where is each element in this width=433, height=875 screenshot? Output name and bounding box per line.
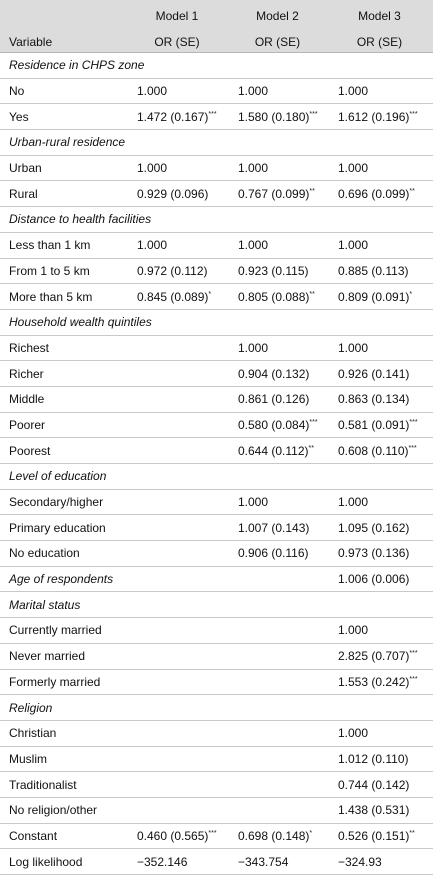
- cell-model-1: [128, 361, 229, 387]
- significance-stars: *: [208, 290, 212, 298]
- section-row: [0, 130, 433, 156]
- cell-model-1: [128, 335, 229, 361]
- section-label: Household wealth quintiles: [0, 309, 433, 335]
- cell-model-3: [329, 181, 433, 207]
- cell-model-2: [229, 181, 329, 207]
- header-model-1: Model 1: [128, 0, 229, 23]
- header-variable: Variable: [0, 23, 128, 53]
- row-label: Muslim: [0, 746, 128, 772]
- cell-model-3: [329, 643, 433, 669]
- section-row: [0, 309, 433, 335]
- cell-value: 1.012 (0.110): [338, 751, 409, 766]
- table-row: [0, 335, 433, 361]
- section-label: Distance to health facilities: [0, 207, 433, 233]
- row-label: More than 5 km: [0, 284, 128, 310]
- table-row: [0, 669, 433, 695]
- cell-model-3: [329, 104, 433, 130]
- cell-value: 0.698 (0.148): [238, 828, 310, 843]
- table-row: [0, 489, 433, 515]
- cell-model-2: [229, 618, 329, 644]
- table-row: [0, 618, 433, 644]
- section-row: [0, 464, 433, 490]
- cell-model-3: [329, 412, 433, 438]
- cell-value: 0.580 (0.084): [238, 417, 310, 432]
- cell-model-2: [229, 669, 329, 695]
- section-label: Residence in CHPS zone: [0, 53, 433, 79]
- cell-value: 1.000: [338, 495, 369, 510]
- row-label: Never married: [0, 643, 128, 669]
- cell-model-3: [329, 797, 433, 823]
- cell-value: 1.438 (0.531): [338, 803, 410, 818]
- cell-model-1: [128, 849, 229, 875]
- header-or-se-3: OR (SE): [329, 23, 433, 53]
- significance-stars: *: [309, 829, 313, 837]
- cell-model-2: [229, 823, 329, 849]
- cell-value: 0.608 (0.110): [338, 443, 409, 458]
- cell-model-1: [128, 643, 229, 669]
- cell-model-1: [128, 489, 229, 515]
- table-row: [0, 772, 433, 798]
- table-row: [0, 284, 433, 310]
- header-blank: [0, 0, 128, 23]
- cell-model-3: [329, 849, 433, 875]
- cell-model-1: [128, 720, 229, 746]
- row-label: Secondary/higher: [0, 489, 128, 515]
- section-row: [0, 695, 433, 721]
- cell-value: 1.000: [238, 161, 269, 176]
- table-body: [0, 53, 433, 875]
- row-label: From 1 to 5 km: [0, 258, 128, 284]
- significance-stars: **: [409, 187, 415, 195]
- cell-model-3: [329, 515, 433, 541]
- significance-stars: **: [308, 444, 314, 452]
- cell-value: 0.581 (0.091): [338, 417, 410, 432]
- cell-value: 1.000: [238, 340, 269, 355]
- table-row: [0, 232, 433, 258]
- cell-model-3: [329, 618, 433, 644]
- cell-model-3: [329, 541, 433, 567]
- cell-model-1: [128, 746, 229, 772]
- cell-value: −343.754: [238, 854, 289, 869]
- cell-model-3: [329, 489, 433, 515]
- table-row: [0, 720, 433, 746]
- cell-model-1: [128, 104, 229, 130]
- significance-stars: ***: [409, 650, 418, 658]
- row-label: Formerly married: [0, 669, 128, 695]
- table-row: [0, 181, 433, 207]
- row-label: Constant: [0, 823, 128, 849]
- section-row: [0, 592, 433, 618]
- row-label: Primary education: [0, 515, 128, 541]
- cell-value: 1.000: [137, 161, 168, 176]
- significance-stars: ***: [309, 110, 318, 118]
- significance-stars: ***: [309, 418, 318, 426]
- header-or-se-2: OR (SE): [229, 23, 329, 53]
- cell-model-1: [128, 284, 229, 310]
- cell-value: 1.000: [238, 84, 269, 99]
- cell-value: 0.906 (0.116): [238, 546, 309, 561]
- table-row: [0, 797, 433, 823]
- cell-model-1: [128, 232, 229, 258]
- table-row: [0, 78, 433, 104]
- section-label: Urban-rural residence: [0, 130, 433, 156]
- cell-model-2: [229, 155, 329, 181]
- row-label: No education: [0, 541, 128, 567]
- row-label: No religion/other: [0, 797, 128, 823]
- row-label: Poorer: [0, 412, 128, 438]
- cell-value: 0.805 (0.088): [238, 289, 310, 304]
- cell-value: −352.146: [137, 854, 188, 869]
- table-row: [0, 104, 433, 130]
- cell-value: 0.926 (0.141): [338, 366, 410, 381]
- row-label: No: [0, 78, 128, 104]
- cell-model-3: [329, 386, 433, 412]
- cell-value: 1.000: [137, 84, 168, 99]
- significance-stars: **: [309, 187, 315, 195]
- table-row: [0, 643, 433, 669]
- cell-value: 0.904 (0.132): [238, 366, 310, 381]
- row-label: Less than 1 km: [0, 232, 128, 258]
- table-row: [0, 155, 433, 181]
- cell-value: 1.000: [137, 238, 168, 253]
- cell-model-3: [329, 78, 433, 104]
- significance-stars: ***: [208, 829, 217, 837]
- significance-stars: ***: [409, 418, 418, 426]
- cell-model-2: [229, 258, 329, 284]
- cell-value: 1.095 (0.162): [338, 520, 410, 535]
- table-row: [0, 258, 433, 284]
- table-header: [0, 0, 433, 53]
- cell-model-3: [329, 361, 433, 387]
- row-label: Richest: [0, 335, 128, 361]
- cell-value: 0.972 (0.112): [137, 263, 208, 278]
- row-label: Traditionalist: [0, 772, 128, 798]
- table-row: [0, 746, 433, 772]
- cell-model-1: [128, 823, 229, 849]
- cell-model-3: [329, 232, 433, 258]
- cell-value: 0.696 (0.099): [338, 186, 410, 201]
- cell-model-1: [128, 772, 229, 798]
- cell-model-2: [229, 284, 329, 310]
- cell-model-2: [229, 361, 329, 387]
- cell-model-3: [329, 823, 433, 849]
- cell-value: 0.929 (0.096): [137, 186, 209, 201]
- cell-value: 0.809 (0.091): [338, 289, 410, 304]
- cell-model-3: [329, 258, 433, 284]
- cell-model-1: [128, 515, 229, 541]
- significance-stars: **: [409, 829, 415, 837]
- section-row: [0, 207, 433, 233]
- cell-model-2: [229, 386, 329, 412]
- row-label: Urban: [0, 155, 128, 181]
- row-label: Log likelihood: [0, 849, 128, 875]
- cell-value: 0.744 (0.142): [338, 777, 410, 792]
- cell-model-2: [229, 104, 329, 130]
- cell-model-2: [229, 849, 329, 875]
- cell-model-2: [229, 335, 329, 361]
- row-label: Poorest: [0, 438, 128, 464]
- cell-value: 0.526 (0.151): [338, 828, 410, 843]
- cell-model-2: [229, 232, 329, 258]
- header-model-2: Model 2: [229, 0, 329, 23]
- cell-model-3: [329, 284, 433, 310]
- cell-value: 0.863 (0.134): [338, 392, 410, 407]
- cell-value: 0.644 (0.112): [238, 443, 309, 458]
- row-label: Yes: [0, 104, 128, 130]
- cell-value: 2.825 (0.707): [338, 649, 410, 664]
- cell-value: 1.000: [338, 161, 369, 176]
- cell-value: 0.885 (0.113): [338, 263, 409, 278]
- cell-model-1: [128, 797, 229, 823]
- cell-value: 1.580 (0.180): [238, 109, 310, 124]
- cell-value: 1.000: [338, 623, 369, 638]
- cell-model-1: [128, 412, 229, 438]
- significance-stars: ***: [409, 675, 418, 683]
- cell-model-3: [329, 335, 433, 361]
- cell-value: 1.000: [238, 238, 269, 253]
- cell-model-2: [229, 515, 329, 541]
- cell-model-2: [229, 438, 329, 464]
- cell-model-2: [229, 566, 329, 592]
- cell-model-2: [229, 797, 329, 823]
- cell-value: 0.460 (0.565): [137, 828, 209, 843]
- cell-value: 1.000: [338, 726, 369, 741]
- cell-value: 0.767 (0.099): [238, 186, 310, 201]
- cell-model-1: [128, 618, 229, 644]
- table-row: [0, 438, 433, 464]
- cell-model-2: [229, 489, 329, 515]
- cell-model-3: [329, 746, 433, 772]
- cell-model-1: [128, 181, 229, 207]
- cell-model-2: [229, 746, 329, 772]
- cell-value: 1.000: [338, 238, 369, 253]
- cell-model-3: [329, 720, 433, 746]
- table-row: [0, 823, 433, 849]
- significance-stars: **: [309, 290, 315, 298]
- cell-model-1: [128, 566, 229, 592]
- cell-model-3: [329, 438, 433, 464]
- section-label: Religion: [0, 695, 433, 721]
- significance-stars: ***: [409, 110, 418, 118]
- cell-value: 1.472 (0.167): [137, 109, 209, 124]
- table-row: [0, 541, 433, 567]
- cell-value: 1.006 (0.006): [338, 572, 410, 587]
- cell-value: −324.93: [338, 854, 382, 869]
- cell-value: 1.612 (0.196): [338, 109, 410, 124]
- cell-value: 1.553 (0.242): [338, 674, 410, 689]
- table-row: [0, 386, 433, 412]
- table-row: [0, 412, 433, 438]
- cell-value: 1.000: [238, 495, 269, 510]
- table-row: [0, 515, 433, 541]
- row-label: Christian: [0, 720, 128, 746]
- table-row: [0, 566, 433, 592]
- cell-model-2: [229, 541, 329, 567]
- section-row: [0, 53, 433, 79]
- cell-model-2: [229, 772, 329, 798]
- cell-value: 0.923 (0.115): [238, 263, 309, 278]
- cell-model-1: [128, 669, 229, 695]
- table-row: [0, 361, 433, 387]
- row-label: Currently married: [0, 618, 128, 644]
- row-label: Middle: [0, 386, 128, 412]
- cell-model-3: [329, 566, 433, 592]
- cell-model-2: [229, 643, 329, 669]
- row-label: Rural: [0, 181, 128, 207]
- section-label: Level of education: [0, 464, 433, 490]
- cell-model-2: [229, 412, 329, 438]
- row-label: Richer: [0, 361, 128, 387]
- section-label: Age of respondents: [0, 566, 128, 592]
- cell-model-1: [128, 386, 229, 412]
- significance-stars: ***: [208, 110, 217, 118]
- table-row: [0, 849, 433, 875]
- header-or-se-1: OR (SE): [128, 23, 229, 53]
- significance-stars: ***: [408, 444, 417, 452]
- cell-model-3: [329, 669, 433, 695]
- cell-value: 1.000: [338, 84, 369, 99]
- cell-value: 0.845 (0.089): [137, 289, 209, 304]
- cell-value: 0.861 (0.126): [238, 392, 310, 407]
- cell-model-1: [128, 155, 229, 181]
- cell-model-1: [128, 438, 229, 464]
- header-model-3: Model 3: [329, 0, 433, 23]
- cell-value: 1.007 (0.143): [238, 520, 310, 535]
- cell-model-1: [128, 78, 229, 104]
- significance-stars: *: [409, 290, 413, 298]
- cell-model-1: [128, 258, 229, 284]
- cell-model-1: [128, 541, 229, 567]
- cell-value: 1.000: [338, 340, 369, 355]
- cell-model-3: [329, 155, 433, 181]
- cell-model-2: [229, 720, 329, 746]
- cell-model-3: [329, 772, 433, 798]
- section-label: Marital status: [0, 592, 433, 618]
- cell-value: 0.973 (0.136): [338, 546, 410, 561]
- cell-model-2: [229, 78, 329, 104]
